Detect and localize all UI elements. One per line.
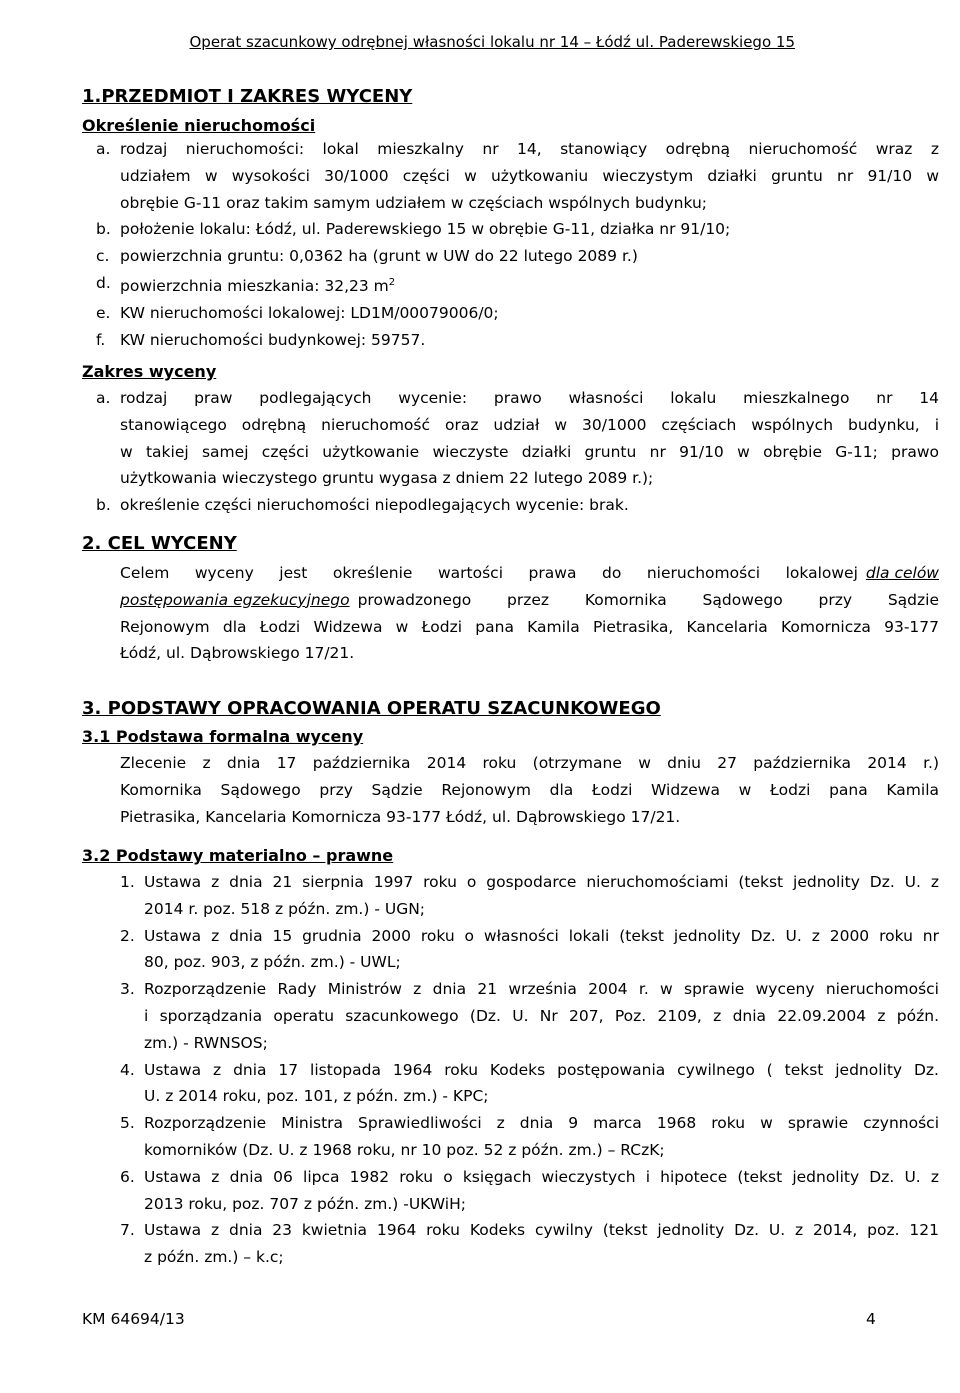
zakres-subtitle: Zakres wyceny (82, 362, 217, 381)
cel-line-4: Łódź, ul. Dąbrowskiego 17/21. (120, 644, 355, 663)
section-1-title: 1.PRZEDMIOT I ZAKRES WYCENY (82, 86, 413, 107)
list-item-a (96, 136, 939, 216)
list-item-a (96, 385, 939, 492)
item-text: powierzchnia mieszkania: 32,23 m (120, 277, 389, 296)
item-label: 6. (120, 1167, 135, 1186)
materialne-subtitle: 3.2 Podstawy materialno – prawne (82, 846, 394, 865)
zakres-a-line-4: użytkowania wieczystego gruntu wygasa z dniem 22 lutego 2089 r.); (120, 469, 654, 488)
formalna-line-1: Zlecenie z dnia 17 października 2014 roku (otrzymane w dniu 27 października 2014 r.) (120, 754, 939, 772)
zakres-a-line-1: rodzaj praw podlegających wycenie: prawo własności lokalu mieszkalnego nr 14 (120, 389, 939, 407)
item-text: położenie lokalu: Łódź, ul. Paderewskiego 15 w obrębie G-11, działka nr 91/10; (120, 220, 731, 239)
item-label: f. (96, 330, 106, 349)
item-line: Ustawa z dnia 21 sierpnia 1997 roku o gospodarce nieruchomościami (tekst jednolity Dz. U. z (144, 873, 939, 891)
formalna-line-2: Komornika Sądowego przy Sądzie Rejonowym dla Łodzi Widzewa w Łodzi pana Kamila (120, 780, 939, 799)
list-item-b (96, 492, 939, 519)
item-label: d. (96, 273, 111, 292)
item-a-line-3: obrębie G-11 oraz takim samym udziałem w częściach wspólnych budynku; (120, 193, 708, 212)
list-item-5 (120, 1110, 939, 1164)
item-line: Ustawa z dnia 17 listopada 1964 roku Kodeks postępowania cywilnego ( tekst jednolity Dz. (144, 1060, 939, 1079)
item-text: powierzchnia gruntu: 0,0362 ha (grunt w UW do 22 lutego 2089 r.) (120, 247, 638, 266)
item-line: Ustawa z dnia 23 kwietnia 1964 roku Kodeks cywilny (tekst jednolity Dz. U. z 2014, poz. 121 (144, 1221, 939, 1240)
item-text: KW nieruchomości budynkowej: 59757. (120, 330, 426, 349)
okreslenie-list (96, 136, 939, 354)
zakres-list (96, 385, 939, 519)
item-line: z późn. zm.) – k.c; (144, 1248, 284, 1267)
cel-line-1-text: Celem wyceny jest określenie wartości prawa do nieruchomości lokalowej (120, 564, 858, 582)
zakres-a-line-3: w takiej samej części użytkowanie wieczyste działki gruntu nr 91/10 w obrębie G-11; prawo (120, 442, 939, 461)
list-item-c (96, 243, 939, 270)
formalna-line-3: Pietrasika, Kancelaria Komornicza 93-177 Łódź, ul. Dąbrowskiego 17/21. (120, 807, 681, 826)
list-item-e (96, 300, 939, 327)
list-item-4 (120, 1057, 939, 1111)
materialne-list (120, 869, 939, 1271)
cel-emph-1: dla celów (865, 564, 939, 582)
list-item-7 (120, 1217, 939, 1271)
list-item-b (96, 216, 939, 243)
section-3-title: 3. PODSTAWY OPRACOWANIA OPERATU SZACUNKOWEGO (82, 698, 661, 719)
item-a-line-2: udziałem w wysokości 30/1000 części w użytkowaniu wieczystym działki gruntu nr 91/10 w (120, 166, 939, 185)
formalna-subtitle: 3.1 Podstawa formalna wyceny (82, 727, 364, 746)
item-label: 1. (120, 873, 135, 891)
item-line: 80, poz. 903, z późn. zm.) - UWL; (144, 953, 401, 972)
zakres-a-line-2: stanowiącego odrębną nieruchomość oraz udział w 30/1000 częściach wspólnych budynku, i (120, 415, 939, 434)
okreslenie-subtitle: Określenie nieruchomości (82, 116, 316, 135)
list-item-6 (120, 1164, 939, 1218)
item-label: b. (96, 496, 111, 515)
superscript: 2 (388, 276, 396, 288)
page-header: Operat szacunkowy odrębnej własności lokalu nr 14 – Łódź ul. Paderewskiego 15 (189, 33, 795, 51)
cel-line-1 (120, 560, 939, 587)
item-line: zm.) - RWNSOS; (144, 1033, 268, 1052)
item-line: Ustawa z dnia 06 lipca 1982 roku o księgach wieczystych i hipotece (tekst jednolity Dz. U. z (144, 1167, 939, 1186)
section-2-title: 2. CEL WYCENY (82, 533, 237, 554)
list-item-f (96, 327, 939, 354)
item-label: 7. (120, 1221, 135, 1240)
item-label: 5. (120, 1114, 135, 1133)
item-line: U. z 2014 roku, poz. 101, z późn. zm.) - KPC; (144, 1087, 489, 1106)
item-label: 2. (120, 926, 135, 945)
footer-case-number: KM 64694/13 (82, 1310, 185, 1328)
item-label: 3. (120, 980, 135, 999)
item-label: 4. (120, 1060, 135, 1079)
item-a-line-1: rodzaj nieruchomości: lokal mieszkalny nr 14, stanowiący odrębną nieruchomość wraz z (120, 140, 939, 158)
item-line: Rozporządzenie Rady Ministrów z dnia 21 września 2004 r. w sprawie wyceny nieruchomości (144, 980, 939, 999)
item-label: b. (96, 220, 111, 239)
item-line: Rozporządzenie Ministra Sprawiedliwości z dnia 9 marca 1968 roku w sprawie czynności (144, 1114, 939, 1133)
cel-line-2-text: prowadzonego przez Komornika Sądowego przy Sądzie (357, 590, 939, 609)
item-line: komorników (Dz. U. z 1968 roku, nr 10 poz. 52 z późn. zm.) – RCzK; (144, 1140, 665, 1159)
formalna-paragraph (120, 750, 939, 830)
item-label: c. (96, 247, 110, 266)
item-line: i sporządzania operatu szacunkowego (Dz. U. Nr 207, Poz. 2109, z dnia 22.09.2004 z późn. (144, 1006, 939, 1025)
item-line: Ustawa z dnia 15 grudnia 2000 roku o własności lokali (tekst jednolity Dz. U. z 2000 roku nr (144, 926, 939, 945)
item-label: e. (96, 303, 111, 322)
list-item-d (96, 270, 939, 300)
cel-line-3: Rejonowym dla Łodzi Widzewa w Łodzi pana Kamila Pietrasika, Kancelaria Komornicza 93-177 (120, 617, 939, 636)
list-item-1 (120, 869, 939, 923)
list-item-3 (120, 976, 939, 1056)
list-item-2 (120, 923, 939, 977)
footer-page-number: 4 (866, 1310, 876, 1328)
item-label: a. (96, 140, 111, 158)
item-label: a. (96, 389, 111, 407)
cel-line-2 (120, 587, 939, 614)
item-text: KW nieruchomości lokalowej: LD1M/00079006/0; (120, 303, 499, 322)
item-text: określenie części nieruchomości niepodlegających wycenie: brak. (120, 496, 629, 515)
item-line: 2014 r. poz. 518 z późn. zm.) - UGN; (144, 899, 426, 918)
cel-paragraph (120, 560, 939, 667)
item-line: 2013 roku, poz. 707 z późn. zm.) -UKWiH; (144, 1194, 466, 1213)
cel-emph-2: postępowania egzekucyjnego (120, 590, 350, 609)
